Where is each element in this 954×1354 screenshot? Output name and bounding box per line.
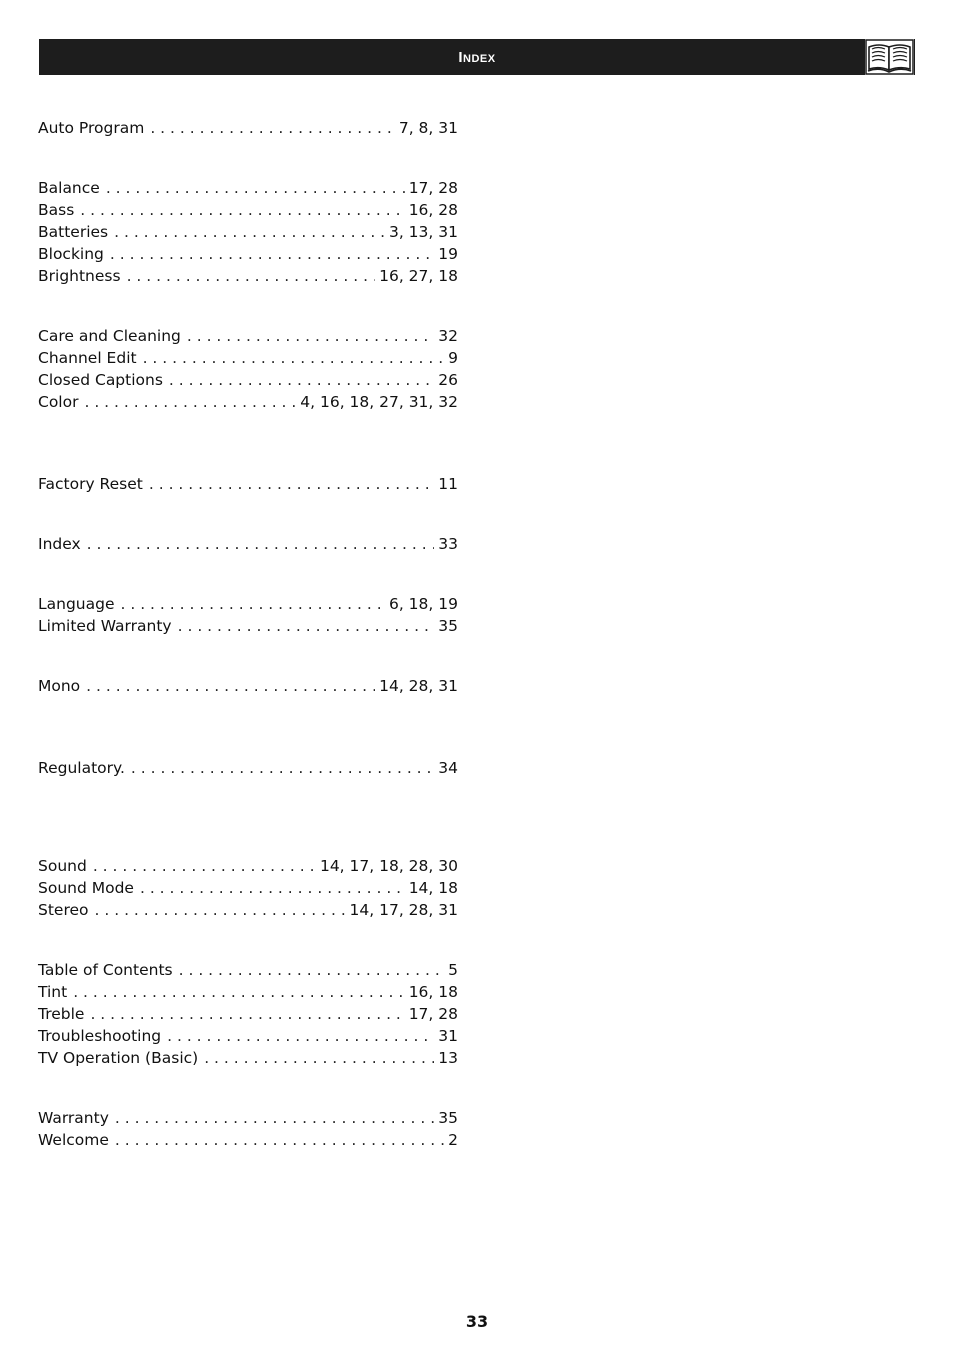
open-book-icon [865, 39, 914, 75]
index-list [38, 117, 458, 1189]
index-term: Language [38, 595, 115, 613]
index-group-c [38, 325, 458, 413]
index-term: Stereo [38, 901, 89, 919]
dot-leader [84, 391, 296, 413]
dot-leader [90, 1003, 404, 1025]
index-term: Closed Captions [38, 371, 163, 389]
index-term: Channel Edit [38, 349, 137, 367]
header-bar [39, 39, 915, 75]
index-term: Troubleshooting [38, 1027, 162, 1045]
index-entry [38, 593, 458, 615]
index-group-s [38, 855, 458, 921]
index-entry [38, 177, 458, 199]
index-term: Welcome [38, 1131, 109, 1149]
index-group-a [38, 117, 458, 139]
dot-leader [143, 347, 445, 369]
dot-leader [178, 615, 435, 637]
dot-leader [110, 243, 434, 265]
index-term: Index [38, 535, 81, 553]
index-entry [38, 221, 458, 243]
index-entry [38, 347, 458, 369]
index-pages: 9 [448, 349, 458, 367]
index-entry [38, 391, 458, 413]
index-group-b [38, 177, 458, 287]
index-entry [38, 1047, 458, 1069]
index-term: Brightness [38, 267, 121, 285]
dot-leader [179, 959, 445, 981]
index-term: Limited Warranty [38, 617, 172, 635]
dot-leader [149, 473, 434, 495]
index-group-r [38, 757, 458, 779]
index-term: Treble [38, 1005, 85, 1023]
index-pages: 6, 18, 19 [388, 595, 458, 613]
index-group-f [38, 473, 458, 495]
index-entry [38, 1003, 458, 1025]
dot-leader [106, 177, 405, 199]
index-term: Factory Reset [38, 475, 143, 493]
dot-leader [86, 675, 375, 697]
index-group-i [38, 533, 458, 555]
dot-leader [80, 199, 404, 221]
index-group-w [38, 1107, 458, 1151]
index-entry [38, 615, 458, 637]
index-pages: 14, 18 [408, 879, 458, 897]
index-term: Care and Cleaning [38, 327, 181, 345]
index-entry [38, 1129, 458, 1151]
index-term: Auto Program [38, 119, 145, 137]
index-pages: 35 [438, 1109, 458, 1127]
dot-leader [167, 1025, 434, 1047]
index-pages: 17, 28 [408, 179, 458, 197]
index-group-m [38, 675, 458, 697]
dot-leader [131, 757, 434, 779]
dot-leader [87, 533, 435, 555]
dot-leader [140, 877, 405, 899]
dot-leader [93, 855, 316, 877]
dot-leader [150, 117, 395, 139]
index-pages: 2 [448, 1131, 458, 1149]
index-term: Table of Contents [38, 961, 173, 979]
index-term: Bass [38, 201, 75, 219]
index-entry [38, 959, 458, 981]
index-entry [38, 325, 458, 347]
index-pages: 4, 16, 18, 27, 31, 32 [300, 393, 458, 411]
index-pages: 11 [438, 475, 458, 493]
dot-leader [115, 1107, 434, 1129]
index-term: Mono [38, 677, 81, 695]
index-entry [38, 1025, 458, 1047]
index-term: Sound [38, 857, 87, 875]
index-pages: 17, 28 [408, 1005, 458, 1023]
index-pages: 16, 28 [408, 201, 458, 219]
dot-leader [115, 1129, 444, 1151]
index-pages: 32 [438, 327, 458, 345]
index-entry [38, 117, 458, 139]
index-term: Tint [38, 983, 68, 1001]
index-pages: 35 [438, 617, 458, 635]
index-entry [38, 243, 458, 265]
index-entry [38, 757, 458, 779]
dot-leader [169, 369, 434, 391]
index-pages: 5 [448, 961, 458, 979]
index-pages: 14, 28, 31 [379, 677, 458, 695]
dot-leader [187, 325, 434, 347]
index-term: Balance [38, 179, 100, 197]
index-pages: 31 [438, 1027, 458, 1045]
index-pages: 34 [438, 759, 458, 777]
index-pages: 13 [438, 1049, 458, 1067]
index-entry [38, 877, 458, 899]
dot-leader [121, 593, 385, 615]
index-pages: 26 [438, 371, 458, 389]
index-term: Blocking [38, 245, 104, 263]
index-term: Warranty [38, 1109, 109, 1127]
dot-leader [114, 221, 385, 243]
index-entry [38, 855, 458, 877]
dot-leader [95, 899, 346, 921]
index-entry [38, 1107, 458, 1129]
index-term: Sound Mode [38, 879, 134, 897]
index-pages: 33 [438, 535, 458, 553]
index-pages: 14, 17, 18, 28, 30 [319, 857, 458, 875]
index-entry [38, 369, 458, 391]
dot-leader [204, 1047, 434, 1069]
page-title: Index [458, 49, 496, 66]
index-pages: 14, 17, 28, 31 [349, 901, 458, 919]
index-pages: 3, 13, 31 [388, 223, 458, 241]
index-term: Regulatory. [38, 759, 125, 777]
index-term: Color [38, 393, 79, 411]
index-term: Batteries [38, 223, 109, 241]
index-entry [38, 265, 458, 287]
index-pages: 19 [438, 245, 458, 263]
index-entry [38, 981, 458, 1003]
index-entry [38, 675, 458, 697]
index-term: TV Operation (Basic) [38, 1049, 199, 1067]
dot-leader [73, 981, 404, 1003]
index-entry [38, 199, 458, 221]
dot-leader [127, 265, 376, 287]
index-entry [38, 533, 458, 555]
index-group-l [38, 593, 458, 637]
index-pages: 16, 18 [408, 983, 458, 1001]
index-pages: 16, 27, 18 [379, 267, 458, 285]
index-pages: 7, 8, 31 [398, 119, 458, 137]
index-entry [38, 473, 458, 495]
index-entry [38, 899, 458, 921]
page-number: 33 [465, 1312, 489, 1331]
index-group-t [38, 959, 458, 1069]
